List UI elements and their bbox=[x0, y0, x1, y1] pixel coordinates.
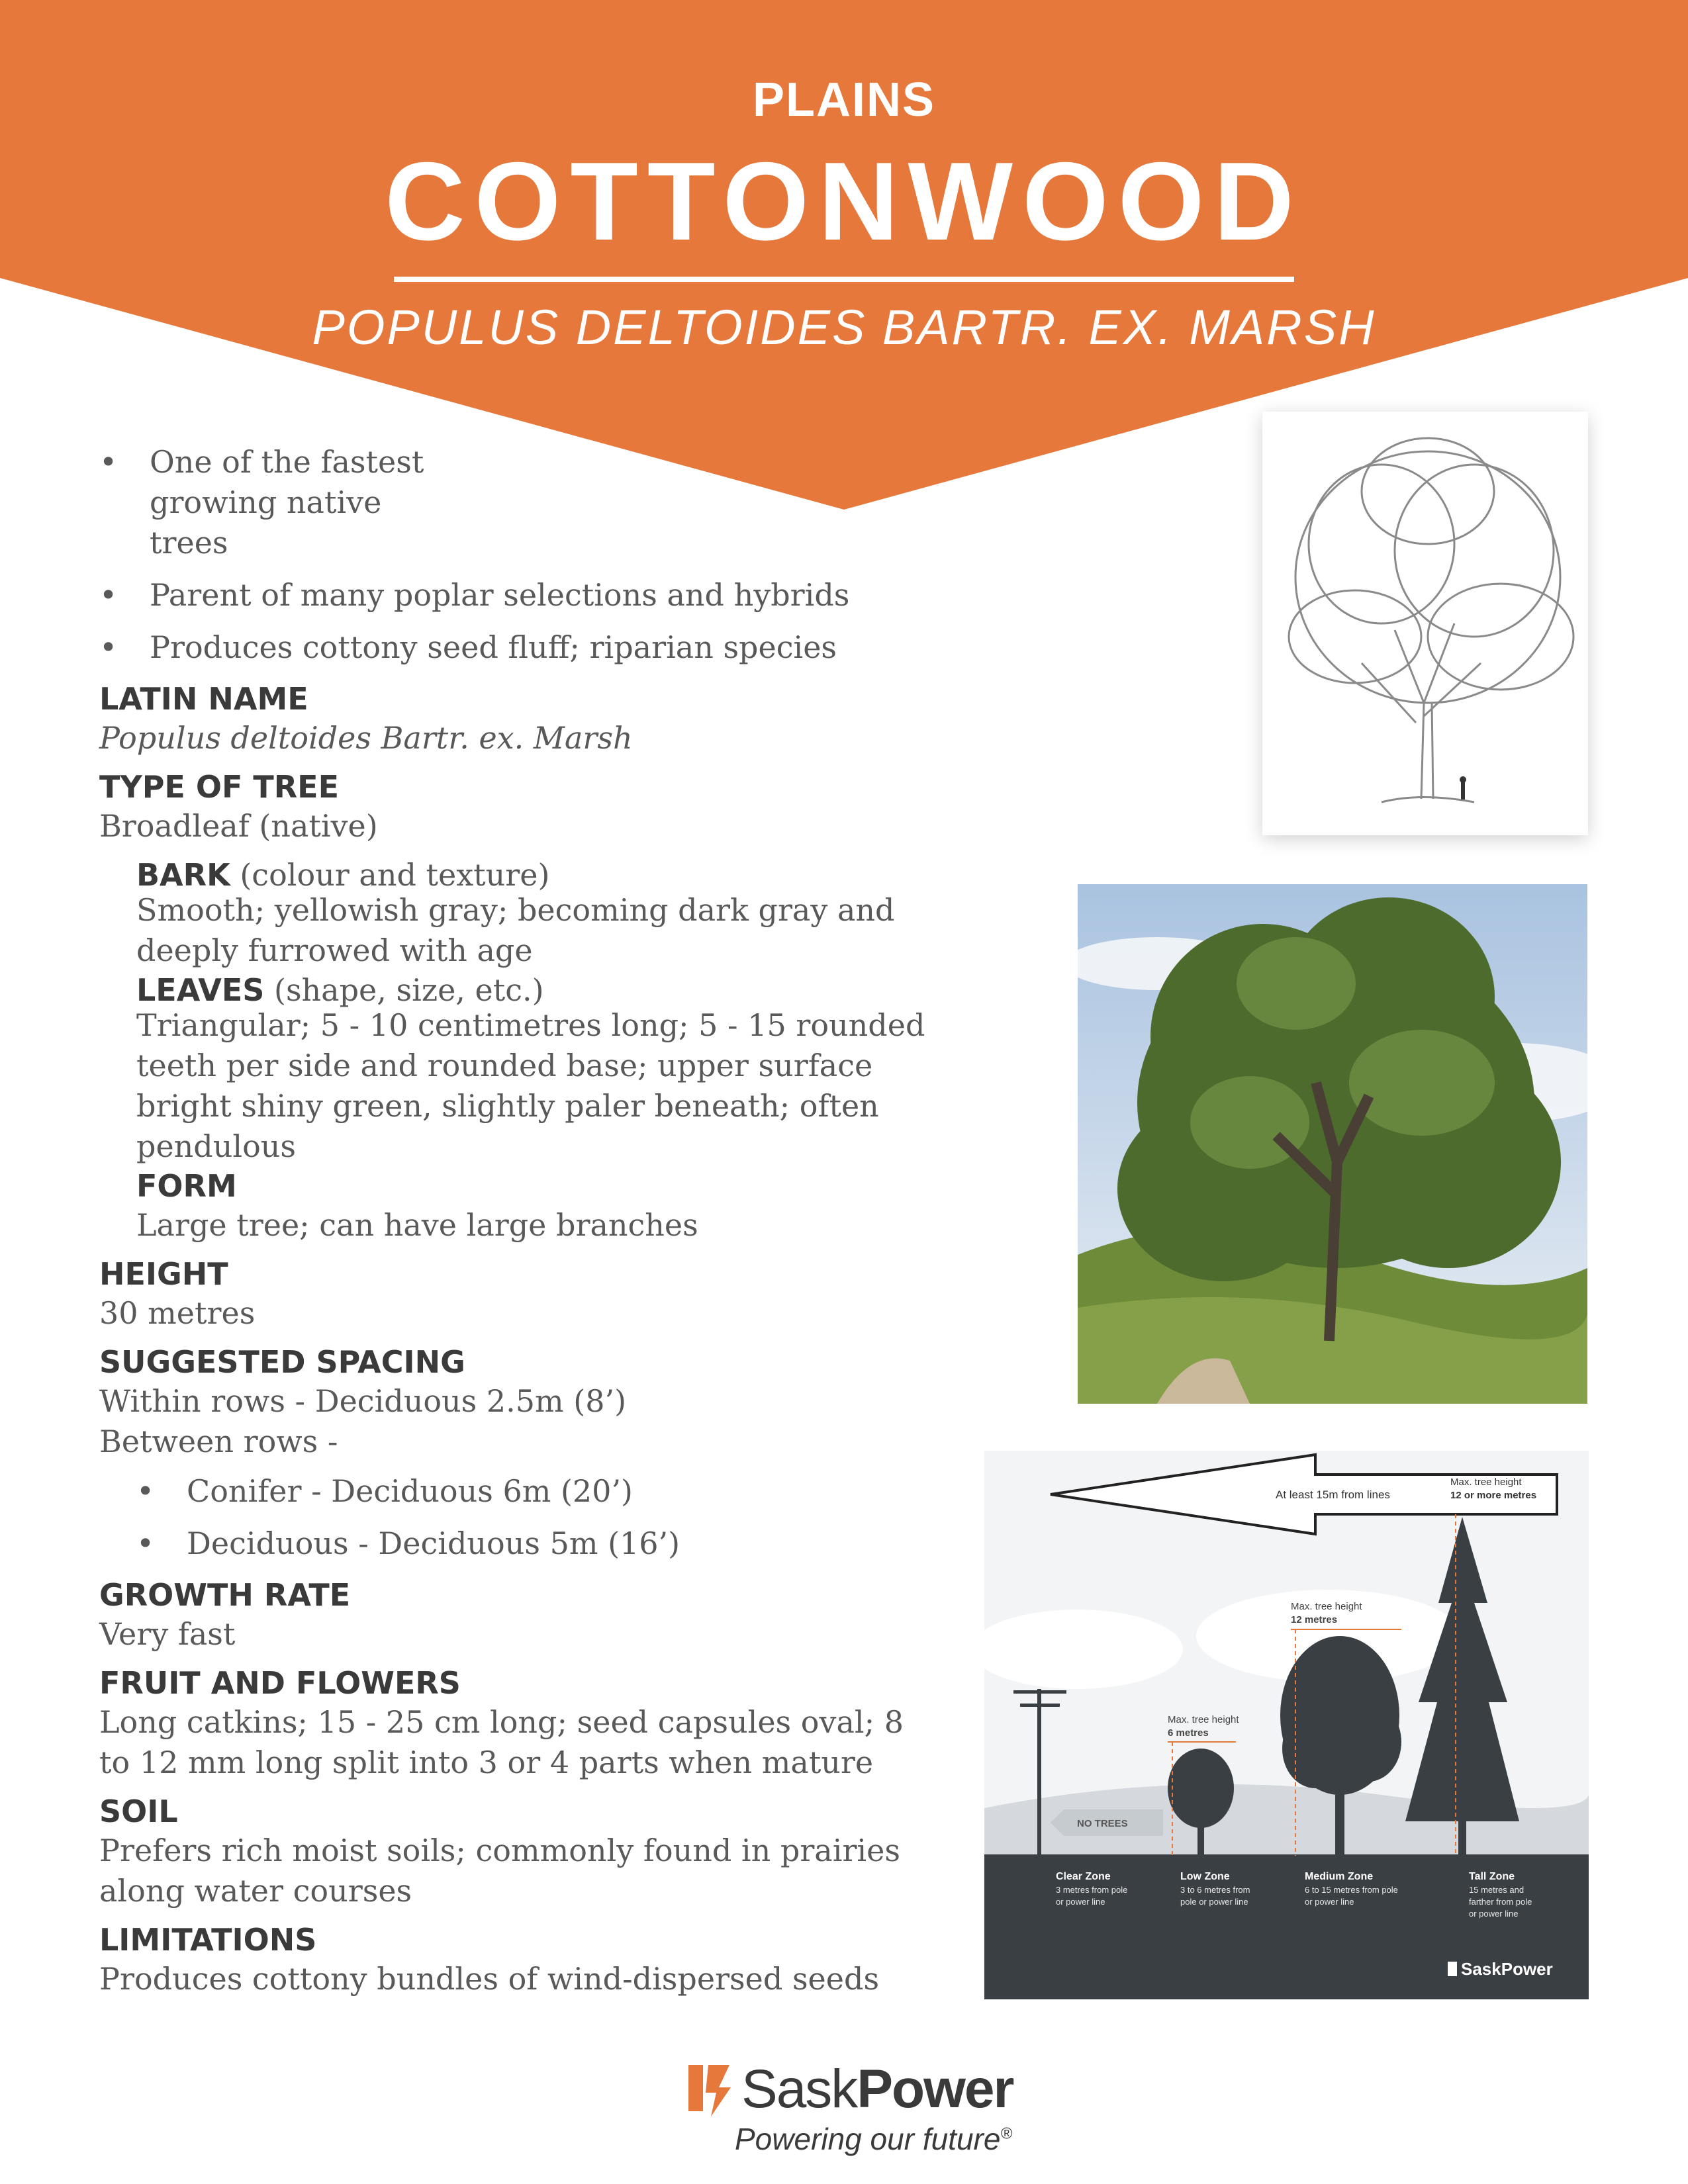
list-item: • Deciduous - Deciduous 5m (16’) bbox=[136, 1524, 960, 1564]
tree-info bbox=[99, 442, 960, 1999]
zone-diagram-svg bbox=[984, 1451, 1589, 1999]
spacing-list bbox=[99, 1471, 960, 1564]
tree-details bbox=[99, 856, 960, 1246]
page-title: COTTONWOOD bbox=[385, 139, 1303, 263]
tall-max-height: 12 or more metres bbox=[1450, 1490, 1537, 1501]
zone-name: Clear Zone bbox=[1056, 1871, 1111, 1882]
limitations-value: Produces cottony bundles of wind-dispersed seeds bbox=[99, 1961, 880, 1997]
latin-name-heading: LATIN NAME bbox=[99, 681, 308, 717]
zone-description: 3 to 6 metres from bbox=[1180, 1885, 1250, 1895]
height-value: 30 metres bbox=[99, 1295, 256, 1331]
bark-heading: BARK (colour and texture) bbox=[136, 857, 550, 893]
tree-photo bbox=[1078, 884, 1587, 1404]
list-item: • Parent of many poplar selections and hybrids bbox=[99, 575, 960, 615]
soil-heading: SOIL bbox=[99, 1794, 178, 1829]
limitations-heading: LIMITATIONS bbox=[99, 1922, 317, 1958]
title-underline bbox=[394, 277, 1294, 282]
zone-description: 6 to 15 metres from pole bbox=[1305, 1885, 1398, 1895]
type-value: Broadleaf (native) bbox=[99, 808, 378, 844]
arrow-label: At least 15m from lines bbox=[1276, 1488, 1390, 1501]
fruit-value: Long catkins; 15 - 25 cm long; seed capsules oval; 8 to 12 mm long split into 3 or 4 parts when mature bbox=[99, 1704, 904, 1780]
zone-description: pole or power line bbox=[1180, 1897, 1248, 1907]
soil-value: Prefers rich moist soils; commonly found in prairies along water courses bbox=[99, 1833, 900, 1909]
spacing-within: Within rows - Deciduous 2.5m (8’) bbox=[99, 1383, 627, 1419]
list-item: • Produces cottony seed fluff; riparian species bbox=[99, 627, 960, 668]
tree-photo-image bbox=[1078, 884, 1587, 1404]
diagram-brand: SaskPower bbox=[1461, 1959, 1553, 1979]
leaves-value: Triangular; 5 - 10 centimetres long; 5 - 15 rounded teeth per side and rounded base; upper surface bright shiny green, slightly paler beneath; often pendulous bbox=[136, 1007, 925, 1164]
growth-heading: GROWTH RATE bbox=[99, 1577, 351, 1613]
footer-logo bbox=[682, 2058, 1013, 2171]
highlight-list bbox=[99, 442, 960, 668]
form-value: Large tree; can have large branches bbox=[136, 1207, 698, 1243]
form-heading: FORM bbox=[136, 1168, 237, 1204]
tall-max-label: Max. tree height bbox=[1450, 1477, 1522, 1488]
low-max-label: Max. tree height bbox=[1168, 1714, 1239, 1725]
latin-name-value: Populus deltoides Bartr. ex. Marsh bbox=[99, 720, 633, 756]
zone-description: farther from pole bbox=[1469, 1897, 1532, 1907]
medium-max-label: Max. tree height bbox=[1291, 1601, 1362, 1612]
zone-name: Tall Zone bbox=[1469, 1871, 1515, 1882]
fruit-heading: FRUIT AND FLOWERS bbox=[99, 1665, 461, 1701]
planting-zone-diagram bbox=[984, 1451, 1589, 1999]
leaves-note: (shape, size, etc.) bbox=[264, 972, 544, 1008]
list-item: • One of the fastest growing native trees bbox=[99, 442, 467, 563]
zone-description: 3 metres from pole bbox=[1056, 1885, 1128, 1895]
list-item: • Conifer - Deciduous 6m (20’) bbox=[136, 1471, 960, 1512]
page-subtitle: POPULUS DELTOIDES BARTR. EX. MARSH bbox=[312, 300, 1376, 355]
bark-value: Smooth; yellowish gray; becoming dark gray and deeply furrowed with age bbox=[136, 892, 895, 968]
spacing-between: Between rows - bbox=[99, 1424, 338, 1459]
growth-value: Very fast bbox=[99, 1616, 236, 1652]
low-max-height: 6 metres bbox=[1168, 1727, 1209, 1739]
brand-name: SaskPower bbox=[741, 2059, 1013, 2119]
zone-description: or power line bbox=[1305, 1897, 1354, 1907]
tree-sketch bbox=[1262, 412, 1588, 835]
zone-description: or power line bbox=[1056, 1897, 1105, 1907]
page-kicker: PLAINS bbox=[752, 73, 936, 126]
zone-description: or power line bbox=[1469, 1909, 1519, 1919]
zone-name: Medium Zone bbox=[1305, 1871, 1374, 1882]
bark-note: (colour and texture) bbox=[230, 857, 550, 893]
medium-max-height: 12 metres bbox=[1291, 1614, 1338, 1625]
brand-tagline: Powering our future® bbox=[735, 2122, 1013, 2156]
height-heading: HEIGHT bbox=[99, 1256, 228, 1292]
tree-sketch-drawing bbox=[1262, 412, 1588, 835]
saskpower-logo-icon bbox=[688, 2065, 735, 2118]
leaves-heading: LEAVES (shape, size, etc.) bbox=[136, 972, 544, 1008]
spacing-heading: SUGGESTED SPACING bbox=[99, 1344, 465, 1380]
type-heading: TYPE OF TREE bbox=[99, 769, 340, 805]
no-trees-label: NO TREES bbox=[1077, 1818, 1128, 1829]
zone-name: Low Zone bbox=[1180, 1871, 1230, 1882]
zone-description: 15 metres and bbox=[1469, 1885, 1524, 1895]
